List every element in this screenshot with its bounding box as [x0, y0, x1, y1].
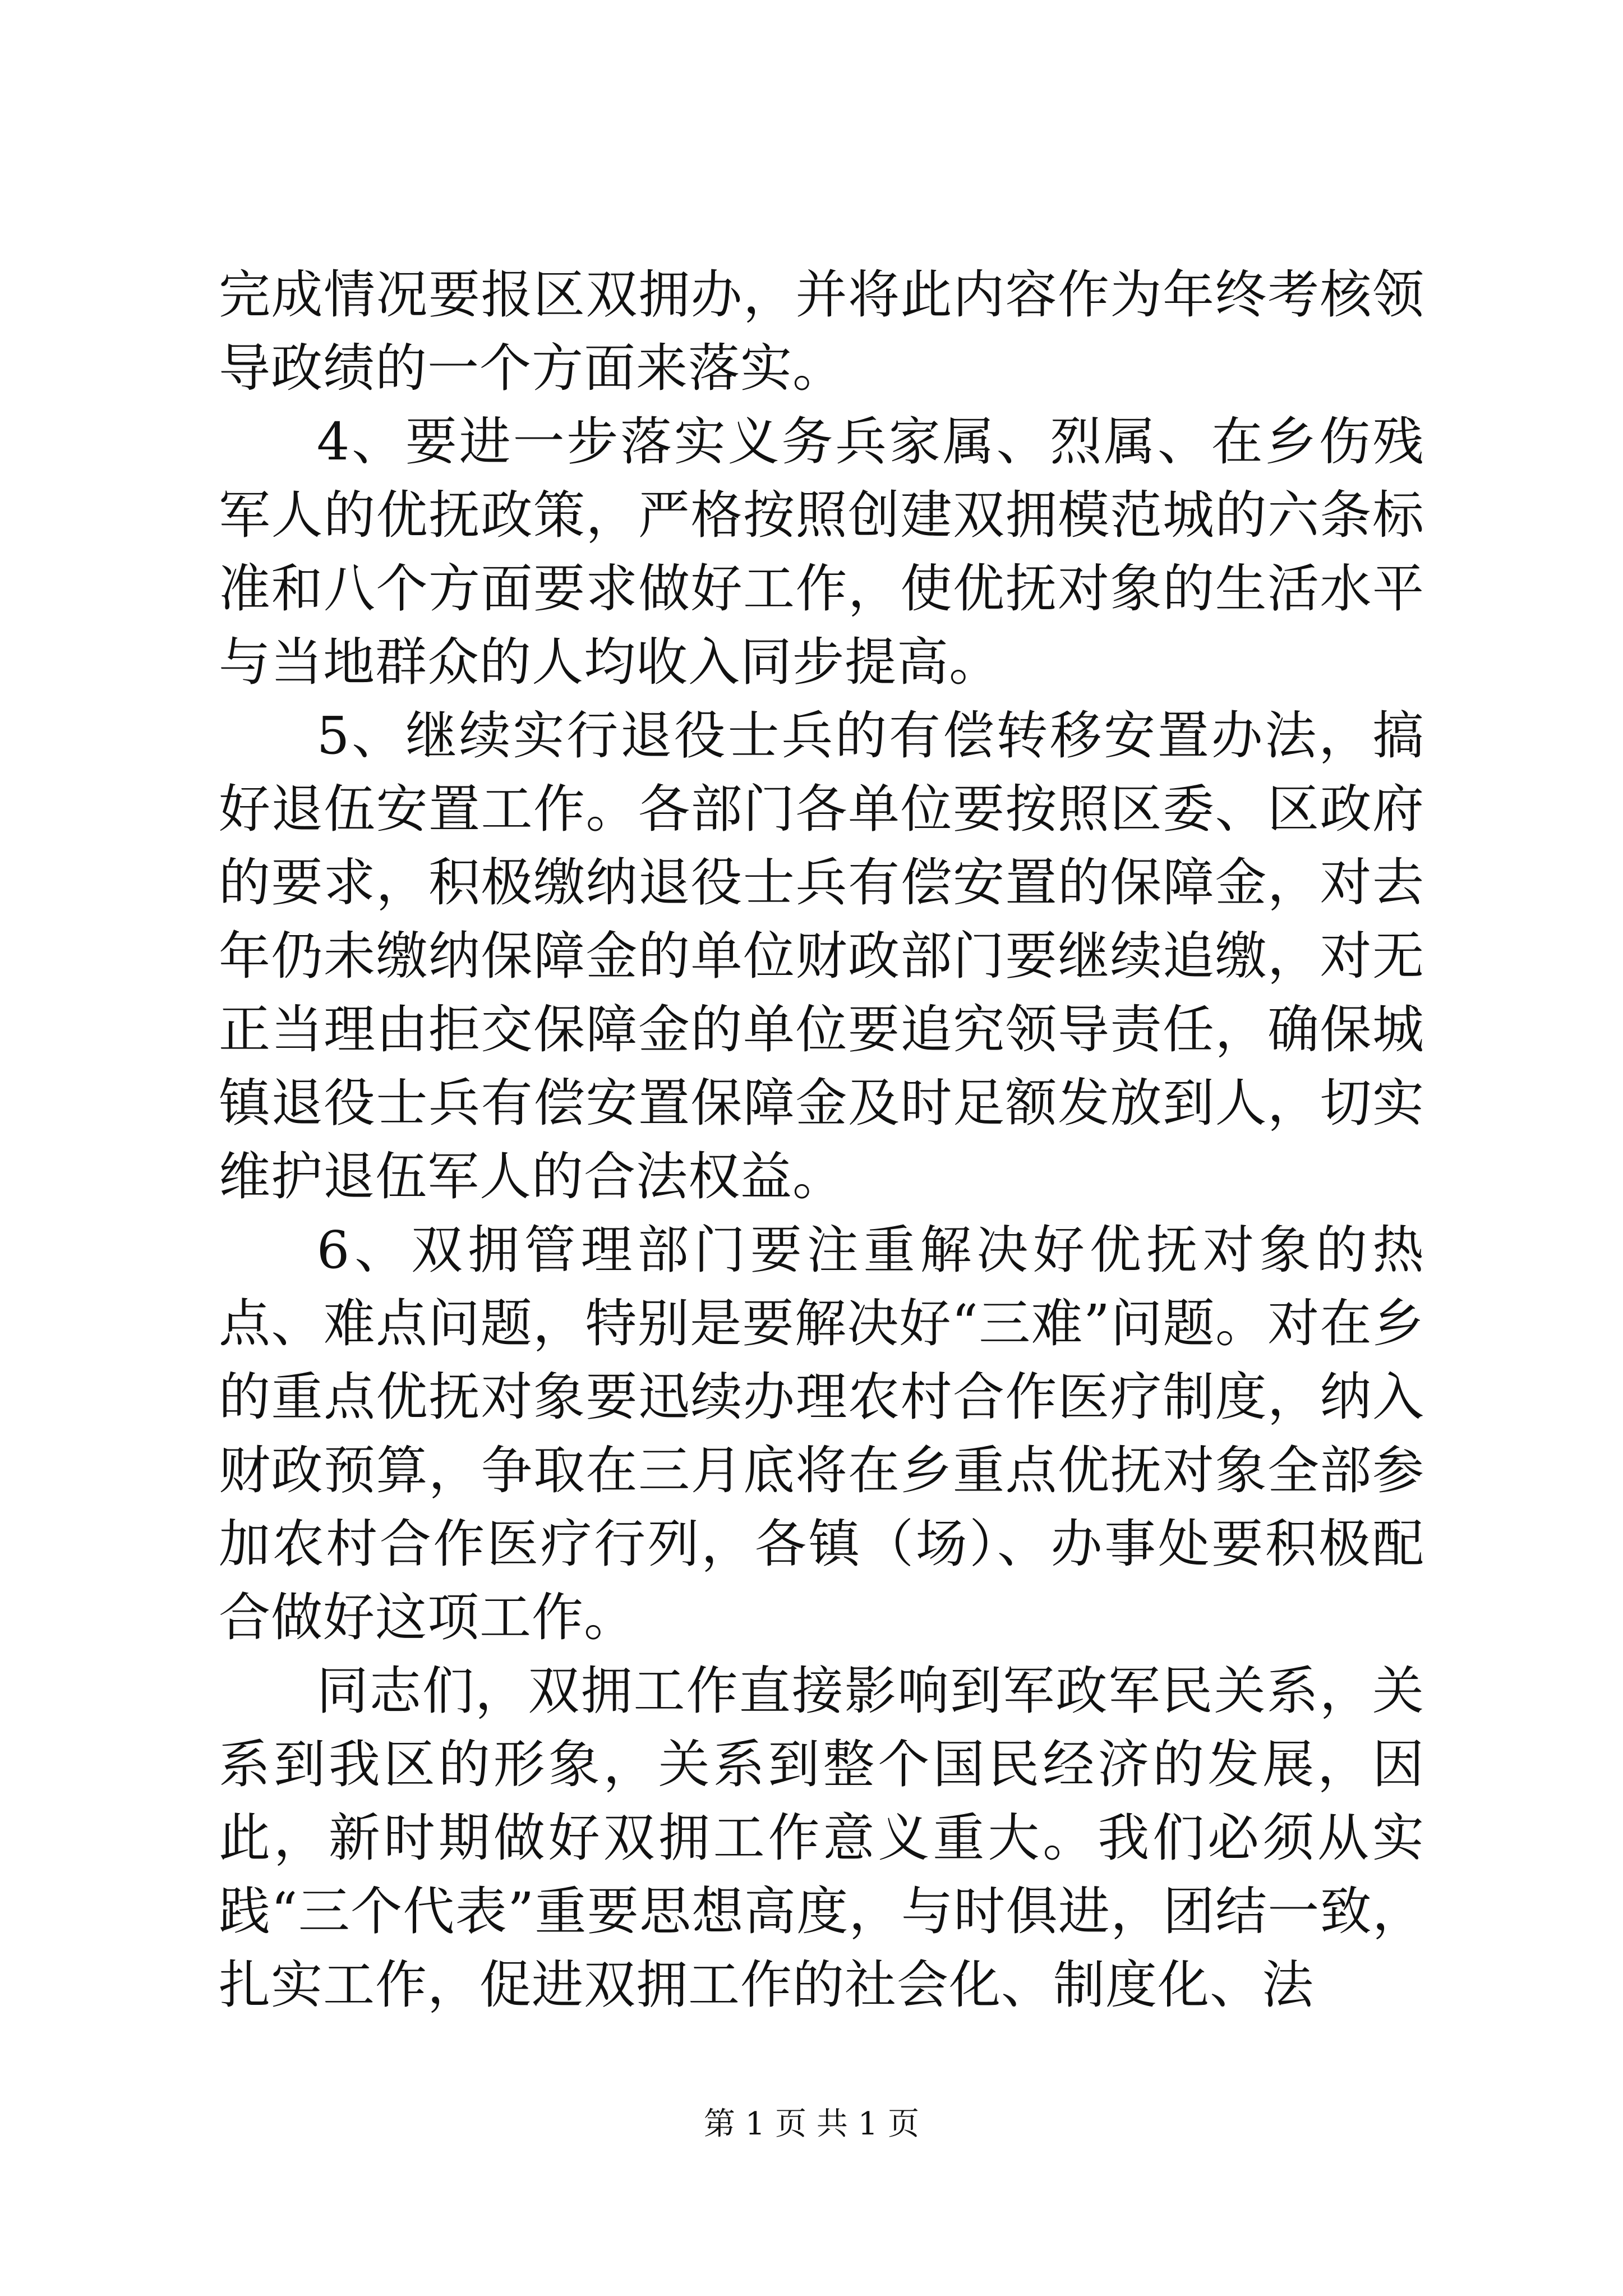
paragraph-item-6: 6、双拥管理部门要注重解决好优抚对象的热点、难点问题，特别是要解决好“三难”问题。对在乡的重点优抚对象要迅续办理农村合作医疗制度，纳入财政预算，争取在三月底将在乡重点优抚对象全部参加农村合作医疗行列，各镇（场）、办事处要积极配合做好这项工作。: [219, 1220, 1424, 1648]
page-number-footer: 第 1 页 共 1 页: [703, 2106, 920, 2142]
paragraph-item-4: 4、要进一步落实义务兵家属、烈属、在乡伤残军人的优抚政策，严格按照创建双拥模范城的六条标准和八个方面要求做好工作，使优抚对象的生活水平与当地群众的人均收入同步提高。: [219, 412, 1424, 692]
paragraph-item-5: 5、继续实行退役士兵的有偿转移安置办法，搞好退伍安置工作。各部门各单位要按照区委、区政府的要求，积极缴纳退役士兵有偿安置的保障金，对去年仍未缴纳保障金的单位财政部门要继续追缴，对无正当理由拒交保障金的单位要追究领导责任，确保城镇退役士兵有偿安置保障金及时足额发放到人，切实维护退伍军人的合法权益。: [219, 706, 1424, 1207]
document-body: [219, 258, 1424, 2022]
paragraph-closing: 同志们，双拥工作直接影响到军政军民关系，关系到我区的形象，关系到整个国民经济的发展，因此，新时期做好双拥工作意义重大。我们必须从实践“三个代表”重要思想高度，与时俱进，团结一致，扎实工作，促进双拥工作的社会化、制度化、法: [219, 1661, 1424, 2015]
paragraph-continuation: 完成情况要报区双拥办，并将此内容作为年终考核领导政绩的一个方面来落实。: [219, 265, 1424, 398]
